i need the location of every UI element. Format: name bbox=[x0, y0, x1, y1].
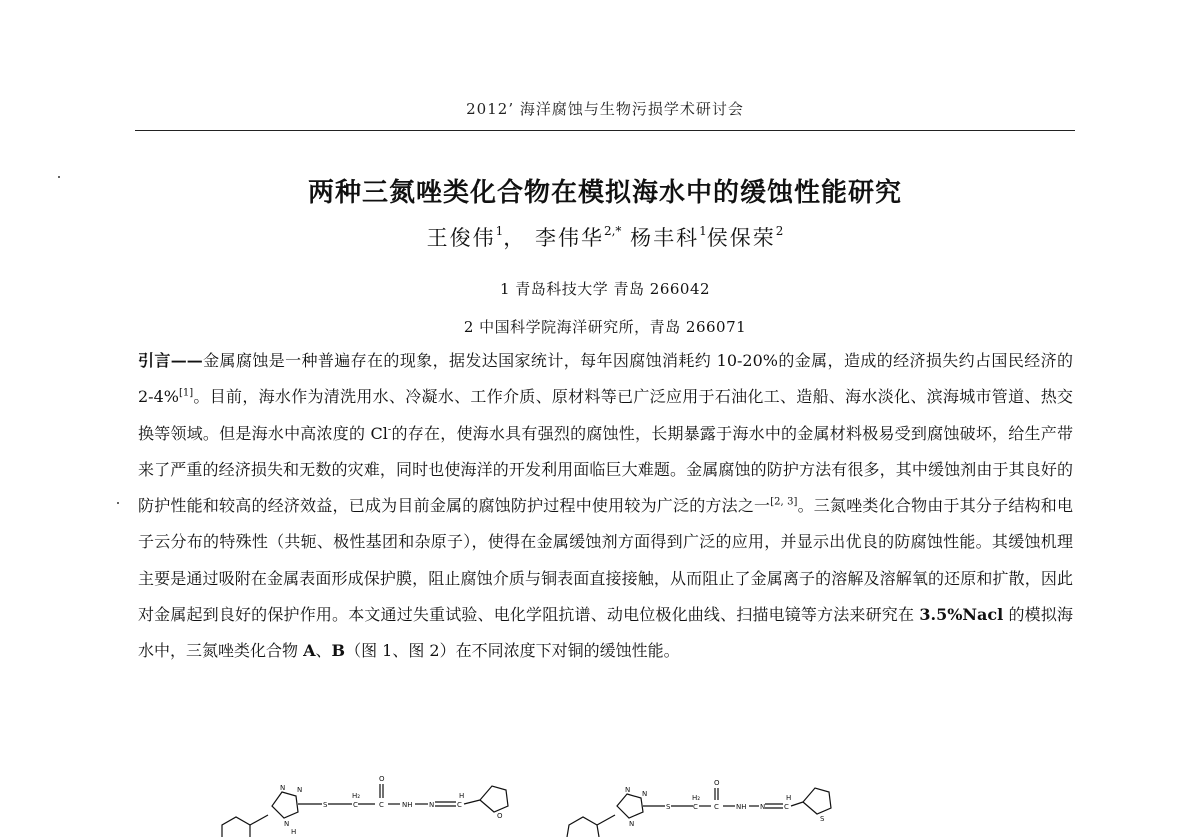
author-separator: ， bbox=[503, 226, 527, 250]
triazole-ring-a bbox=[272, 792, 298, 818]
author-name: 侯保荣 bbox=[706, 226, 776, 250]
body-text-run: 的存在，使海水具有强烈的腐蚀性，长期暴露于海水中的金属材料极易受到腐蚀破坏，给生产带来了严重的经济损失和无数的灾难，同时也使海洋的开发利用面临巨大难题。金属腐蚀的防护方法有很多，其中缓蚀剂由于其良好的防护性能和较高的经济效益，已成为目前金属的腐蚀防护过程中使用较为广泛的方法之一 bbox=[138, 423, 1073, 516]
atom-label: H bbox=[786, 794, 792, 802]
atom-label: S bbox=[666, 803, 671, 811]
atom-label: H bbox=[459, 792, 465, 800]
author-affil-mark: 2 bbox=[775, 224, 784, 238]
atom-label: O bbox=[497, 812, 503, 820]
author-list bbox=[135, 222, 1075, 252]
atom-label: N bbox=[625, 786, 631, 794]
compound-a-label: A bbox=[303, 641, 316, 661]
atom-label: N bbox=[629, 820, 635, 828]
paper-title: 两种三氮唑类化合物在模拟海水中的缓蚀性能研究 bbox=[307, 178, 902, 208]
compound-b-label: B bbox=[331, 641, 346, 661]
author-name: 王俊伟 bbox=[426, 226, 496, 250]
body-text-run: 。目前，海水作为清洗用水、冷凝水、工作介质、原材料等已广泛应用于石油化工、造船、海水淡化、滨海城市管道、热交换等领域。但是海水中高浓度的 Cl bbox=[138, 387, 1073, 443]
scan-speck bbox=[117, 502, 119, 504]
atom-label: O bbox=[714, 779, 720, 787]
header-rule bbox=[135, 130, 1075, 131]
atom-label: NH bbox=[736, 803, 747, 811]
atom-label: C bbox=[457, 801, 462, 809]
atom-label: N bbox=[429, 801, 435, 809]
atom-label: C bbox=[784, 803, 789, 811]
structure-compound-a bbox=[222, 784, 508, 837]
benzene-ring-b bbox=[567, 817, 599, 837]
atom-label: C bbox=[353, 801, 358, 809]
triazole-ring-b bbox=[617, 794, 643, 818]
introduction-paragraph bbox=[138, 343, 1073, 670]
structure-labels-a bbox=[280, 775, 503, 836]
author-affil-mark: 2,* bbox=[603, 224, 622, 238]
bond-b bbox=[597, 815, 615, 825]
affiliation-1: 1 青岛科技大学 青岛 266042 bbox=[499, 280, 711, 298]
atom-label: S bbox=[323, 801, 328, 809]
atom-label: H₂ bbox=[692, 794, 701, 802]
thiophene-ring-b bbox=[803, 788, 831, 814]
author-affil-mark: 1 bbox=[699, 224, 707, 238]
bond-a bbox=[250, 815, 268, 825]
section-lead: 引言—— bbox=[138, 351, 203, 370]
body-text-run: 金属腐蚀是一种普遍存在的现象，据发达国家统计，每年因腐蚀消耗约 10-20%的金属，造成的经济损失约占国民经济的 2-4% bbox=[138, 351, 1073, 407]
atom-label: N bbox=[642, 790, 648, 798]
body-text-run: 的模拟海水中，三氮唑类化合物 bbox=[138, 605, 1073, 661]
author-name: 李伟华 bbox=[534, 226, 604, 250]
author-affil-mark: 1 bbox=[495, 224, 504, 238]
conference-header: 2012’ 海洋腐蚀与生物污损学术研讨会 bbox=[466, 100, 744, 118]
benzene-ring-a bbox=[222, 817, 250, 837]
atom-label: O bbox=[379, 775, 385, 783]
bond-b bbox=[791, 802, 803, 806]
atom-label: H₂ bbox=[352, 792, 361, 800]
body-text-run: 、 bbox=[315, 641, 332, 661]
furan-ring-a bbox=[480, 786, 508, 812]
author-name: 杨丰科 bbox=[630, 226, 700, 250]
structure-labels-b bbox=[625, 779, 825, 828]
chemical-structures bbox=[210, 770, 850, 837]
atom-label: C bbox=[693, 803, 698, 811]
atom-label: N bbox=[297, 786, 303, 794]
scan-speck bbox=[58, 176, 60, 178]
citation: [1] bbox=[178, 387, 194, 399]
body-text-run: 在不同浓度下对铜的缓蚀性能。 bbox=[455, 641, 680, 661]
atom-label: N bbox=[284, 820, 290, 828]
affiliation-2: 2 中国科学院海洋研究所，青岛 266071 bbox=[463, 318, 747, 336]
atom-label: NH bbox=[402, 801, 413, 809]
citation: [2, 3] bbox=[770, 496, 798, 508]
atom-label: H bbox=[291, 828, 297, 836]
atom-label: S bbox=[820, 815, 825, 823]
bond-a bbox=[464, 800, 480, 804]
atom-label: C bbox=[379, 801, 384, 809]
figure-reference: （图 1、图 2） bbox=[345, 641, 456, 661]
atom-label: N bbox=[280, 784, 286, 792]
body-text-run: 。三氮唑类化合物由于其分子结构和电子云分布的特殊性（共轭、极性基团和杂原子），使得在金属缓蚀剂方面得到广泛的应用，并显示出优良的防腐蚀性能。其缓蚀机理主要是通过吸附在金属表面形成保护膜，阻止腐蚀介质与铜表面直接接触，从而阻止了金属离子的溶解及溶解氧的还原和扩散，因此对金属起到良好的保护作用。本文通过失重试验、电化学阻抗谱、动电位极化曲线、扫描电镜等方法来研究在 bbox=[138, 496, 1073, 625]
chloride-superscript: - bbox=[387, 424, 392, 436]
atom-label: C bbox=[714, 803, 719, 811]
atom-label: N bbox=[760, 803, 766, 811]
solution-concentration: 3.5%Nacl bbox=[919, 605, 1004, 625]
